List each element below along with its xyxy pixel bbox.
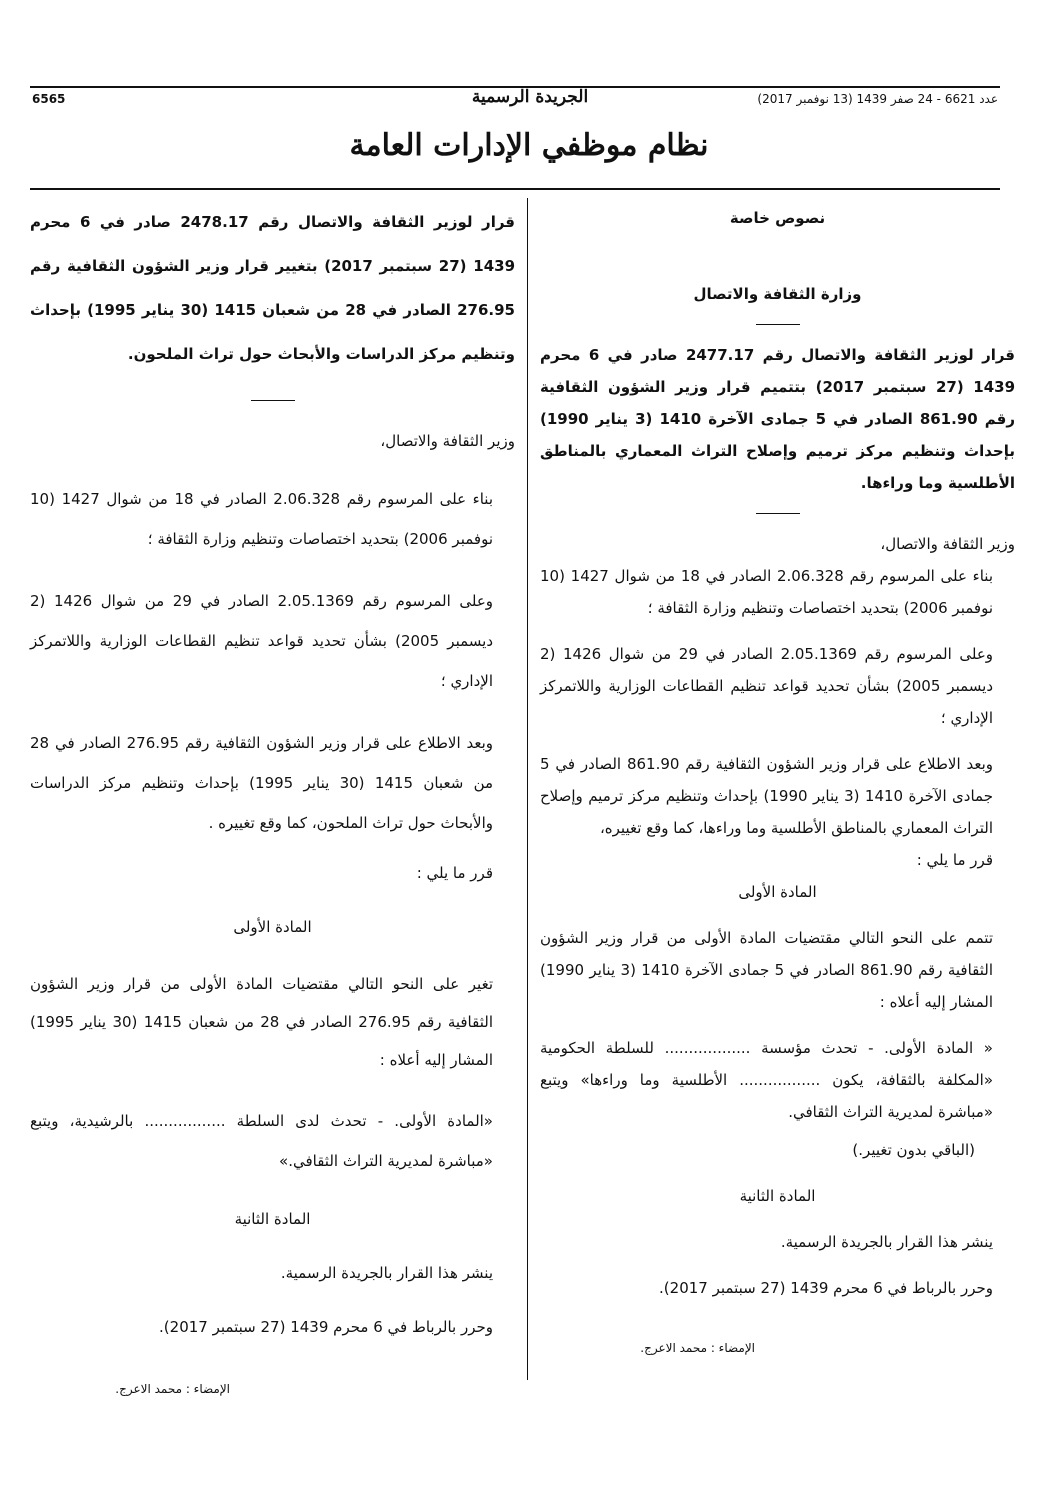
done-at-line: وحرر بالرباط في 6 محرم 1439 (27 سبتمبر 2017). bbox=[659, 1279, 993, 1297]
preamble-paragraph: وبعد الاطلاع على قرار وزير الشؤون الثقافية رقم 861.90 الصادر في 5 جمادى الآخرة 1410 (3 يناير 1990) بإحداث وتنظيم مركز ترميم وإصلاح التراث المعماري بالمناطق الأطلسية وما وراءها، كما وقع تغييره، bbox=[540, 755, 994, 837]
article-text: تتمم على النحو التالي مقتضيات المادة الأولى من قرار وزير الشؤون الثقافية رقم 861.90 الصادر في 5 جمادى الآخرة 1410 (3 يناير 1990) المشار إليه أعلاه : bbox=[540, 929, 993, 1011]
article-quote: «المادة الأولى. - تحدث لدى السلطة ................. بالرشيدية، ويتبع «مباشرة لمديرية التراث الثقافي.» bbox=[30, 1112, 493, 1170]
short-rule bbox=[251, 400, 295, 401]
article-heading: المادة الثانية bbox=[739, 1187, 816, 1205]
article-text: ينشر هذا القرار بالجريدة الرسمية. bbox=[280, 1264, 493, 1282]
article-heading: المادة الثانية bbox=[234, 1210, 311, 1228]
article-heading: المادة الأولى bbox=[738, 883, 817, 901]
signature: الإمضاء : محمد الاعرج. bbox=[640, 1341, 755, 1355]
gazette-name: الجريدة الرسمية bbox=[471, 87, 589, 107]
title-rule bbox=[30, 188, 1000, 190]
article-heading: المادة الأولى bbox=[233, 918, 312, 936]
page-number: 6565 bbox=[32, 92, 66, 106]
short-rule bbox=[756, 513, 800, 514]
minister-line: وزير الثقافة والاتصال، bbox=[380, 432, 515, 450]
preamble-paragraph: وبعد الاطلاع على قرار وزير الشؤون الثقافية رقم 276.95 الصادر في 28 من شعبان 1415 (30 يناير 1995) بإحداث وتنظيم مركز الدراسات والأبحاث حول تراث الملحون، كما وقع تغييره . bbox=[30, 734, 494, 832]
decides-line: قرر ما يلي : bbox=[416, 864, 493, 882]
article-quote: « المادة الأولى. - تحدث مؤسسة .................. للسلطة الحكومية «المكلفة بالثقافة، يكون ................. الأطلسية وما وراءها» ويتبع «مباشرة لمديرية التراث الثقافي. bbox=[540, 1039, 993, 1121]
short-rule bbox=[756, 324, 800, 325]
header-rule bbox=[30, 86, 1000, 88]
article-text: ينشر هذا القرار بالجريدة الرسمية. bbox=[780, 1233, 993, 1251]
unchanged-note: (الباقي بدون تغيير.) bbox=[852, 1141, 975, 1159]
decides-line: قرر ما يلي : bbox=[916, 851, 993, 869]
column-divider bbox=[527, 198, 528, 1380]
ministry-heading: وزارة الثقافة والاتصال bbox=[693, 285, 862, 303]
preamble-paragraph: بناء على المرسوم رقم 2.06.328 الصادر في 18 من شوال 1427 (10 نوفمبر 2006) بتحديد اختصاصات وتنظيم وزارة الثقافة ؛ bbox=[30, 490, 493, 548]
issue-info: عدد 6621 - 24 صفر 1439 (13 نوفمبر 2017) bbox=[757, 92, 998, 106]
preamble-paragraph: وعلى المرسوم رقم 2.05.1369 الصادر في 29 من شوال 1426 (2 ديسمبر 2005) بشأن تحديد قواعد تنظيم القطاعات الوزارية واللاتمركز الإداري ؛ bbox=[540, 645, 994, 727]
minister-line: وزير الثقافة والاتصال، bbox=[880, 535, 1015, 553]
article-text: تغير على النحو التالي مقتضيات المادة الأولى من قرار وزير الشؤون الثقافية رقم 276.95 الصادر في 28 من شعبان 1415 (30 يناير 1995) المشار إليه أعلاه : bbox=[30, 975, 493, 1069]
decision-title: قرار لوزير الثقافة والاتصال رقم 2477.17 صادر في 6 محرم 1439 (27 سبتمبر 2017) بتتميم قرار وزير الشؤون الثقافية رقم 861.90 الصادر في 5 جمادى الآخرة 1410 (3 يناير 1990) بإحداث وتنظيم مركز ترميم وإصلاح التراث المعماري بالمناطق الأطلسية وما وراءها. bbox=[540, 346, 1016, 492]
preamble-paragraph: بناء على المرسوم رقم 2.06.328 الصادر في 18 من شوال 1427 (10 نوفمبر 2006) بتحديد اختصاصات وتنظيم وزارة الثقافة ؛ bbox=[540, 567, 994, 617]
preamble-paragraph: وعلى المرسوم رقم 2.05.1369 الصادر في 29 من شوال 1426 (2 ديسمبر 2005) بشأن تحديد قواعد تنظيم القطاعات الوزارية واللاتمركز الإداري ؛ bbox=[30, 592, 494, 690]
left-column bbox=[30, 200, 515, 1405]
decision-title: قرار لوزير الثقافة والاتصال رقم 2478.17 صادر في 6 محرم 1439 (27 سبتمبر 2017) بتغيير قرار وزير الشؤون الثقافية رقم 276.95 الصادر في 28 من شعبان 1415 (30 يناير 1995) بإحداث وتنظيم مركز الدراسات والأبحاث حول تراث الملحون. bbox=[30, 213, 516, 363]
section-heading: نصوص خاصة bbox=[729, 209, 826, 227]
done-at-line: وحرر بالرباط في 6 محرم 1439 (27 سبتمبر 2017). bbox=[159, 1318, 493, 1336]
signature: الإمضاء : محمد الاعرج. bbox=[115, 1382, 230, 1396]
page-title: نظام موظفي الإدارات العامة bbox=[349, 128, 709, 163]
right-column bbox=[540, 200, 1015, 1364]
